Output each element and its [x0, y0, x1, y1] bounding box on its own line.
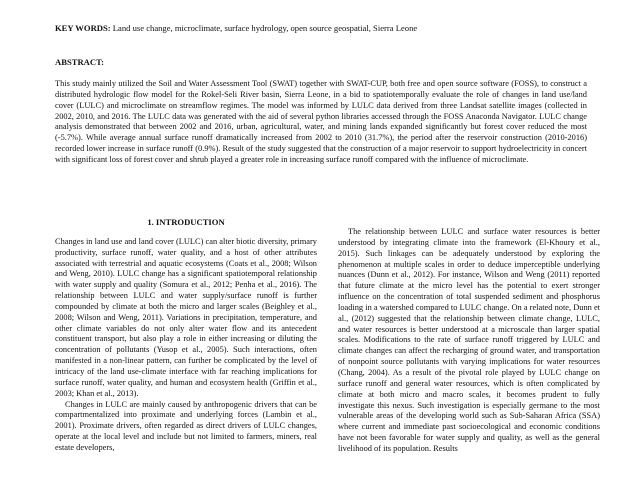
- left-column: [55, 217, 317, 454]
- right-column: [338, 227, 600, 455]
- intro-paragraph-2: Changes in LULC are mainly caused by anthropogenic drivers that can be compartmentalized into proximate and underlying forces (Lambin et al., 2001). Proximate drivers, often regarded as direct drivers of LULC changes, operate at the local level and include but not limited to farmers, miners, real estate developers,: [55, 399, 317, 452]
- intro-paragraph-3: The relationship between LULC and surface water resources is better understood by integrating climate into the framework (El-Khoury et al., 2015). Such linkages can be adequately understood by exploring the phenomenon at multiple scales in order to deduce imperceptible underlying nuances (Dunn et al., 2012). For instance, Wilson and Weng (2011) reported that future climate at the micro level has the potential to exert stronger influence on the concentration of total suspended sediment and phosphorus loading in a watershed compared to LULC change. On a related note, Dunn et al., (2012) suggested that the relationship between climate change, LULC, and water resources is better understood at a microscale than larger spatial scales. Modifications to the rate of surface runoff triggered by LULC and climate changes can affect the recharging of ground water, and transportation of nonpoint source pollutants with varying implications for water resources (Chang, 2004). As a result of the pivotal role played by LULC change on surface runoff and general water resources, which is often complicated by climate at both micro and macro scales, it becomes prudent to fully investigate this nexus. Such investigation is especially germane to the most vulnerable areas of the developing world such as Sub-Saharan Africa (SSA) where current and immediate past socioecological and economic conditions have not been favorable for water supply and quality, as well as the general livelihood of its population. Results: [338, 227, 600, 453]
- abstract-text: This study mainly utilized the Soil and Water Assessment Tool (SWAT) together with SWAT-CUP, both free and open source software (FOSS), to construct a distributed hydrologic flow model for the Rokel-Seli River basin, Sierra Leone, in a bid to spatiotemporally evaluate the role of changes in land use/land cover (LULC) and microclimate on streamflow regimes. The model was informed by LULC data derived from three Landsat satellite images (collected in 2002, 2010, and 2016. The LULC data was generated with the aid of several python libraries accessed through the FOSS Anaconda Navigator. LULC change analysis demonstrated that between 2002 and 2016, urban, agricultural, water, and mining lands expanded significantly but forest cover reduced the most (-5.7%). While average annual surface runoff dramatically increased from 2002 to 2010 (31.7%), the period after the reservoir construction (2010-2016) recorded lower increase in surface runoff (0.9%). Result of the study suggested that the construction of a major reservoir to support hydroelectricity in concert with significant loss of forest cover and shrub played a greater role in increasing surface runoff compared with the influence of microclimate.: [55, 79, 587, 164]
- section-heading-introduction: 1. INTRODUCTION: [147, 217, 225, 227]
- abstract-heading: ABSTRACT:: [55, 57, 105, 67]
- intro-paragraph-1: Changes in land use and land cover (LULC) can alter biotic diversity, primary productivity, surface runoff, water quality, and a host of other attributes associated with terrestrial and aquatic ecosystems (Coats et al., 2008; Wilson and Weng, 2010). LULC change has a significant spatiotemporal relationship with water supply and quality (Somura et al., 2012; Penha et al., 2016). The relationship between LULC and water supply/surface runoff is further compounded by climate at both the micro and larger scales (Beighley et al., 2008; Wilson and Weng, 2011). Variations in precipitation, temperature, and other climate variables do not only alter water flow and its antecedent constituent transport, but also play a role in either increasing or diluting the concentration of pollutants (Yusop et al., 2005). Such interactions, often manifested in a non-linear pattern, can further be complicated by the level of intricacy of the land use-climate interface with far reaching implications for surface runoff, water quality, and human and ecosystem health (Griffin et al., 2003; Khan et al., 2013).: [55, 236, 317, 398]
- keywords-line: [55, 23, 595, 34]
- keywords-text: Land use change, microclimate, surface hydrology, open source geospatial, Sierra Leone: [112, 23, 418, 33]
- keywords-label: KEY WORDS:: [55, 23, 111, 33]
